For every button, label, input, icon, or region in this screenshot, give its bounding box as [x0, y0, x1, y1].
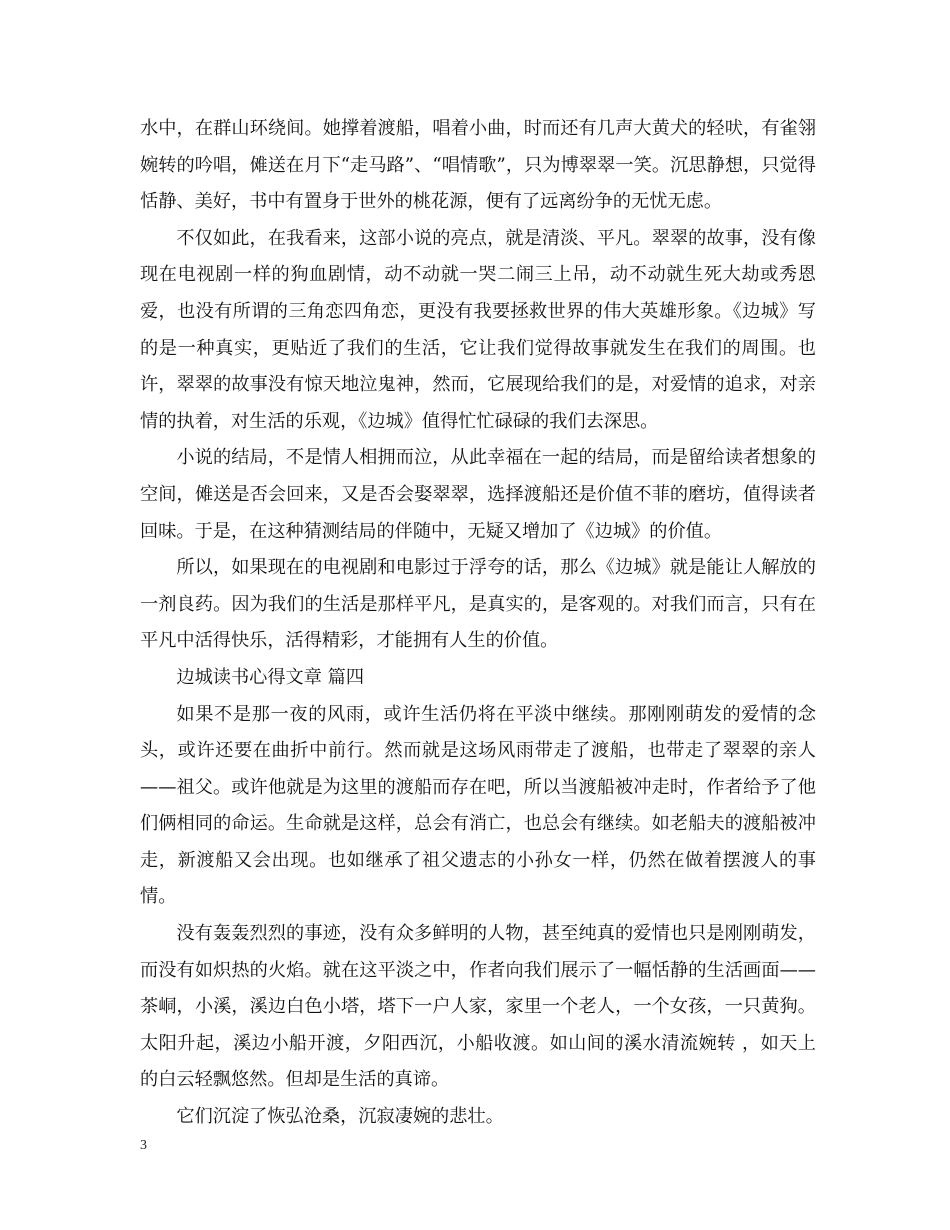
paragraph-plainness: 不仅如此，在我看来，这部小说的亮点，就是清淡、平凡。翠翠的故事，没有像现在电视剧一样的狗血剧情，动不动就一哭二闹三上吊，动不动就生死大劫或秀恩爱，也没有所谓的三角恋四角恋，更没有我要拯救世界的伟大英雄形象。《边城》写的是一种真实，更贴近了我们的生活，它让我们觉得故事就发生在我们的周围。也许，翠翠的故事没有惊天地泣鬼神，然而，它展现给我们的是，对爱情的追求，对亲情的执着，对生活的乐观，《边城》值得忙忙碌碌的我们去深思。	[140, 227, 816, 432]
paragraph-storm: 如果不是那一夜的风雨，或许生活仍将在平淡中继续。那刚刚萌发的爱情的念头，或许还要在曲折中前行。然而就是这场风雨带走了渡船，也带走了翠翠的亲人——祖父。或许他就是为这里的渡船而存在吧，所以当渡船被冲走时，作者给予了他们俩相同的命运。生命就是这样，总会有消亡，也总会有继续。如老船夫的渡船被冲走，新渡船又会出现。也如继承了祖父遗志的小孙女一样，仍然在做着摆渡人的事情。	[140, 703, 816, 908]
page-number: 3	[140, 1138, 147, 1153]
paragraph-scenery: 没有轰轰烈烈的事迹，没有众多鲜明的人物，甚至纯真的爱情也只是刚刚萌发，而没有如炽热的火焰。就在这平淡之中，作者向我们展示了一幅恬静的生活画面——茶峒，小溪，溪边白色小塔，塔下一户人家，家里一个老人，一个女孩，一只黄狗。太阳升起，溪边小船开渡，夕阳西沉，小船收渡。如山间的溪水清流婉转 ，如天上的白云轻飘悠然。但却是生活的真谛。	[140, 923, 816, 1091]
paragraph-continuation: 水中，在群山环绕间。她撑着渡船，唱着小曲，时而还有几声大黄犬的轻吠，有雀翎婉转的吟唱，傩送在月下“走马路”、“唱情歌”，只为博翠翠一笑。沉思静想，只觉得恬静、美好，书中有置身于世外的桃花源，便有了远离纷争的无忧无虑。	[140, 118, 816, 213]
paragraph-ending: 小说的结局，不是情人相拥而泣，从此幸福在一起的结局，而是留给读者想象的空间，傩送是否会回来，又是否会娶翠翠，选择渡船还是价值不菲的磨坊，值得读者回味。于是，在这种猜测结局的伴随中，无疑又增加了《边城》的价值。	[140, 447, 816, 542]
paragraph-closing: 它们沉淀了恢弘沧桑，沉寂凄婉的悲壮。	[176, 1106, 504, 1128]
section-heading: 边城读书心得文章 篇四	[176, 666, 365, 688]
document-body	[140, 111, 816, 1136]
paragraph-conclusion: 所以，如果现在的电视剧和电影过于浮夸的话，那么《边城》就是能让人解放的一剂良药。因为我们的生活是那样平凡，是真实的，是客观的。对我们而言，只有在平凡中活得快乐，活得精彩，才能拥有人生的价值。	[140, 557, 816, 652]
